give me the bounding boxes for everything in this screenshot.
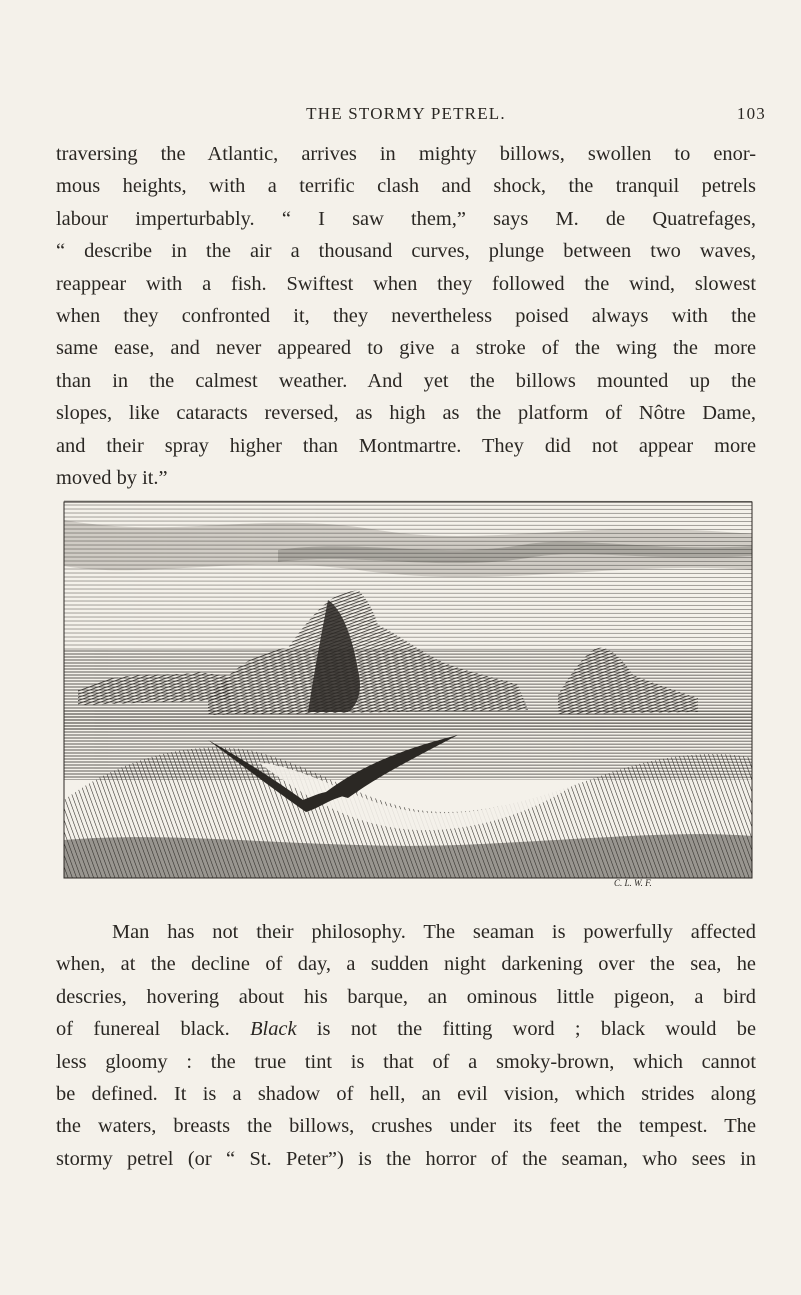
- text-line: than in the calmest weather. And yet the billows mounted up the: [56, 369, 756, 392]
- text-line: stormy petrel (or “ St. Peter”) is the horror of the seaman, who sees in: [56, 1147, 756, 1170]
- engraving-svg: [58, 500, 758, 888]
- engraving-storm-sea-petrel: [58, 500, 758, 888]
- text-line-with-italic: [56, 1013, 756, 1045]
- text-line: slopes, like cataracts reversed, as high as the platform of Nôtre Dame,: [56, 402, 756, 425]
- text-line: mous heights, with a terrific clash and shock, the tranquil petrels: [56, 175, 756, 198]
- text-line: Man has not their philosophy. The seaman is powerfully affected: [112, 921, 756, 943]
- text-line: same ease, and never appeared to give a stroke of the wing the more: [56, 337, 756, 360]
- text-line: labour imperturbably. “ I saw them,” says M. de Quatrefages,: [56, 207, 756, 230]
- text-fragment: of funereal black.: [56, 1018, 230, 1041]
- running-title: THE STORMY PETREL.: [306, 104, 506, 123]
- text-fragment: is not the fitting word ; black would be: [316, 1018, 757, 1041]
- text-line: when, at the decline of day, a sudden night darkening over the sea, he: [56, 953, 756, 976]
- text-line: be defined. It is a shadow of hell, an evil vision, which strides along: [56, 1082, 756, 1105]
- text-line: less gloomy : the true tint is that of a smoky-brown, which cannot: [56, 1050, 756, 1073]
- text-line: “ describe in the air a thousand curves, plunge between two waves,: [56, 240, 756, 263]
- text-line: the waters, breasts the billows, crushes under its feet the tempest. The: [56, 1115, 756, 1138]
- engraver-signature: C. L. W. F.: [614, 878, 652, 888]
- text-line: moved by it.”: [56, 466, 168, 489]
- text-line: and their spray higher than Montmartre. They did not appear more: [56, 434, 756, 457]
- paragraph-top: [56, 138, 756, 494]
- text-line: traversing the Atlantic, arrives in mighty billows, swollen to enor-: [56, 143, 756, 165]
- text-line: reappear with a fish. Swiftest when they followed the wind, slowest: [56, 272, 756, 295]
- italic-word-black: Black: [250, 1018, 297, 1041]
- paragraph-bottom: [56, 916, 756, 1175]
- running-head: [56, 104, 766, 128]
- page-number: 103: [736, 104, 766, 123]
- text-line: when they confronted it, they nevertheless poised always with the: [56, 304, 756, 327]
- text-line: descries, hovering about his barque, an ominous little pigeon, a bird: [56, 985, 756, 1008]
